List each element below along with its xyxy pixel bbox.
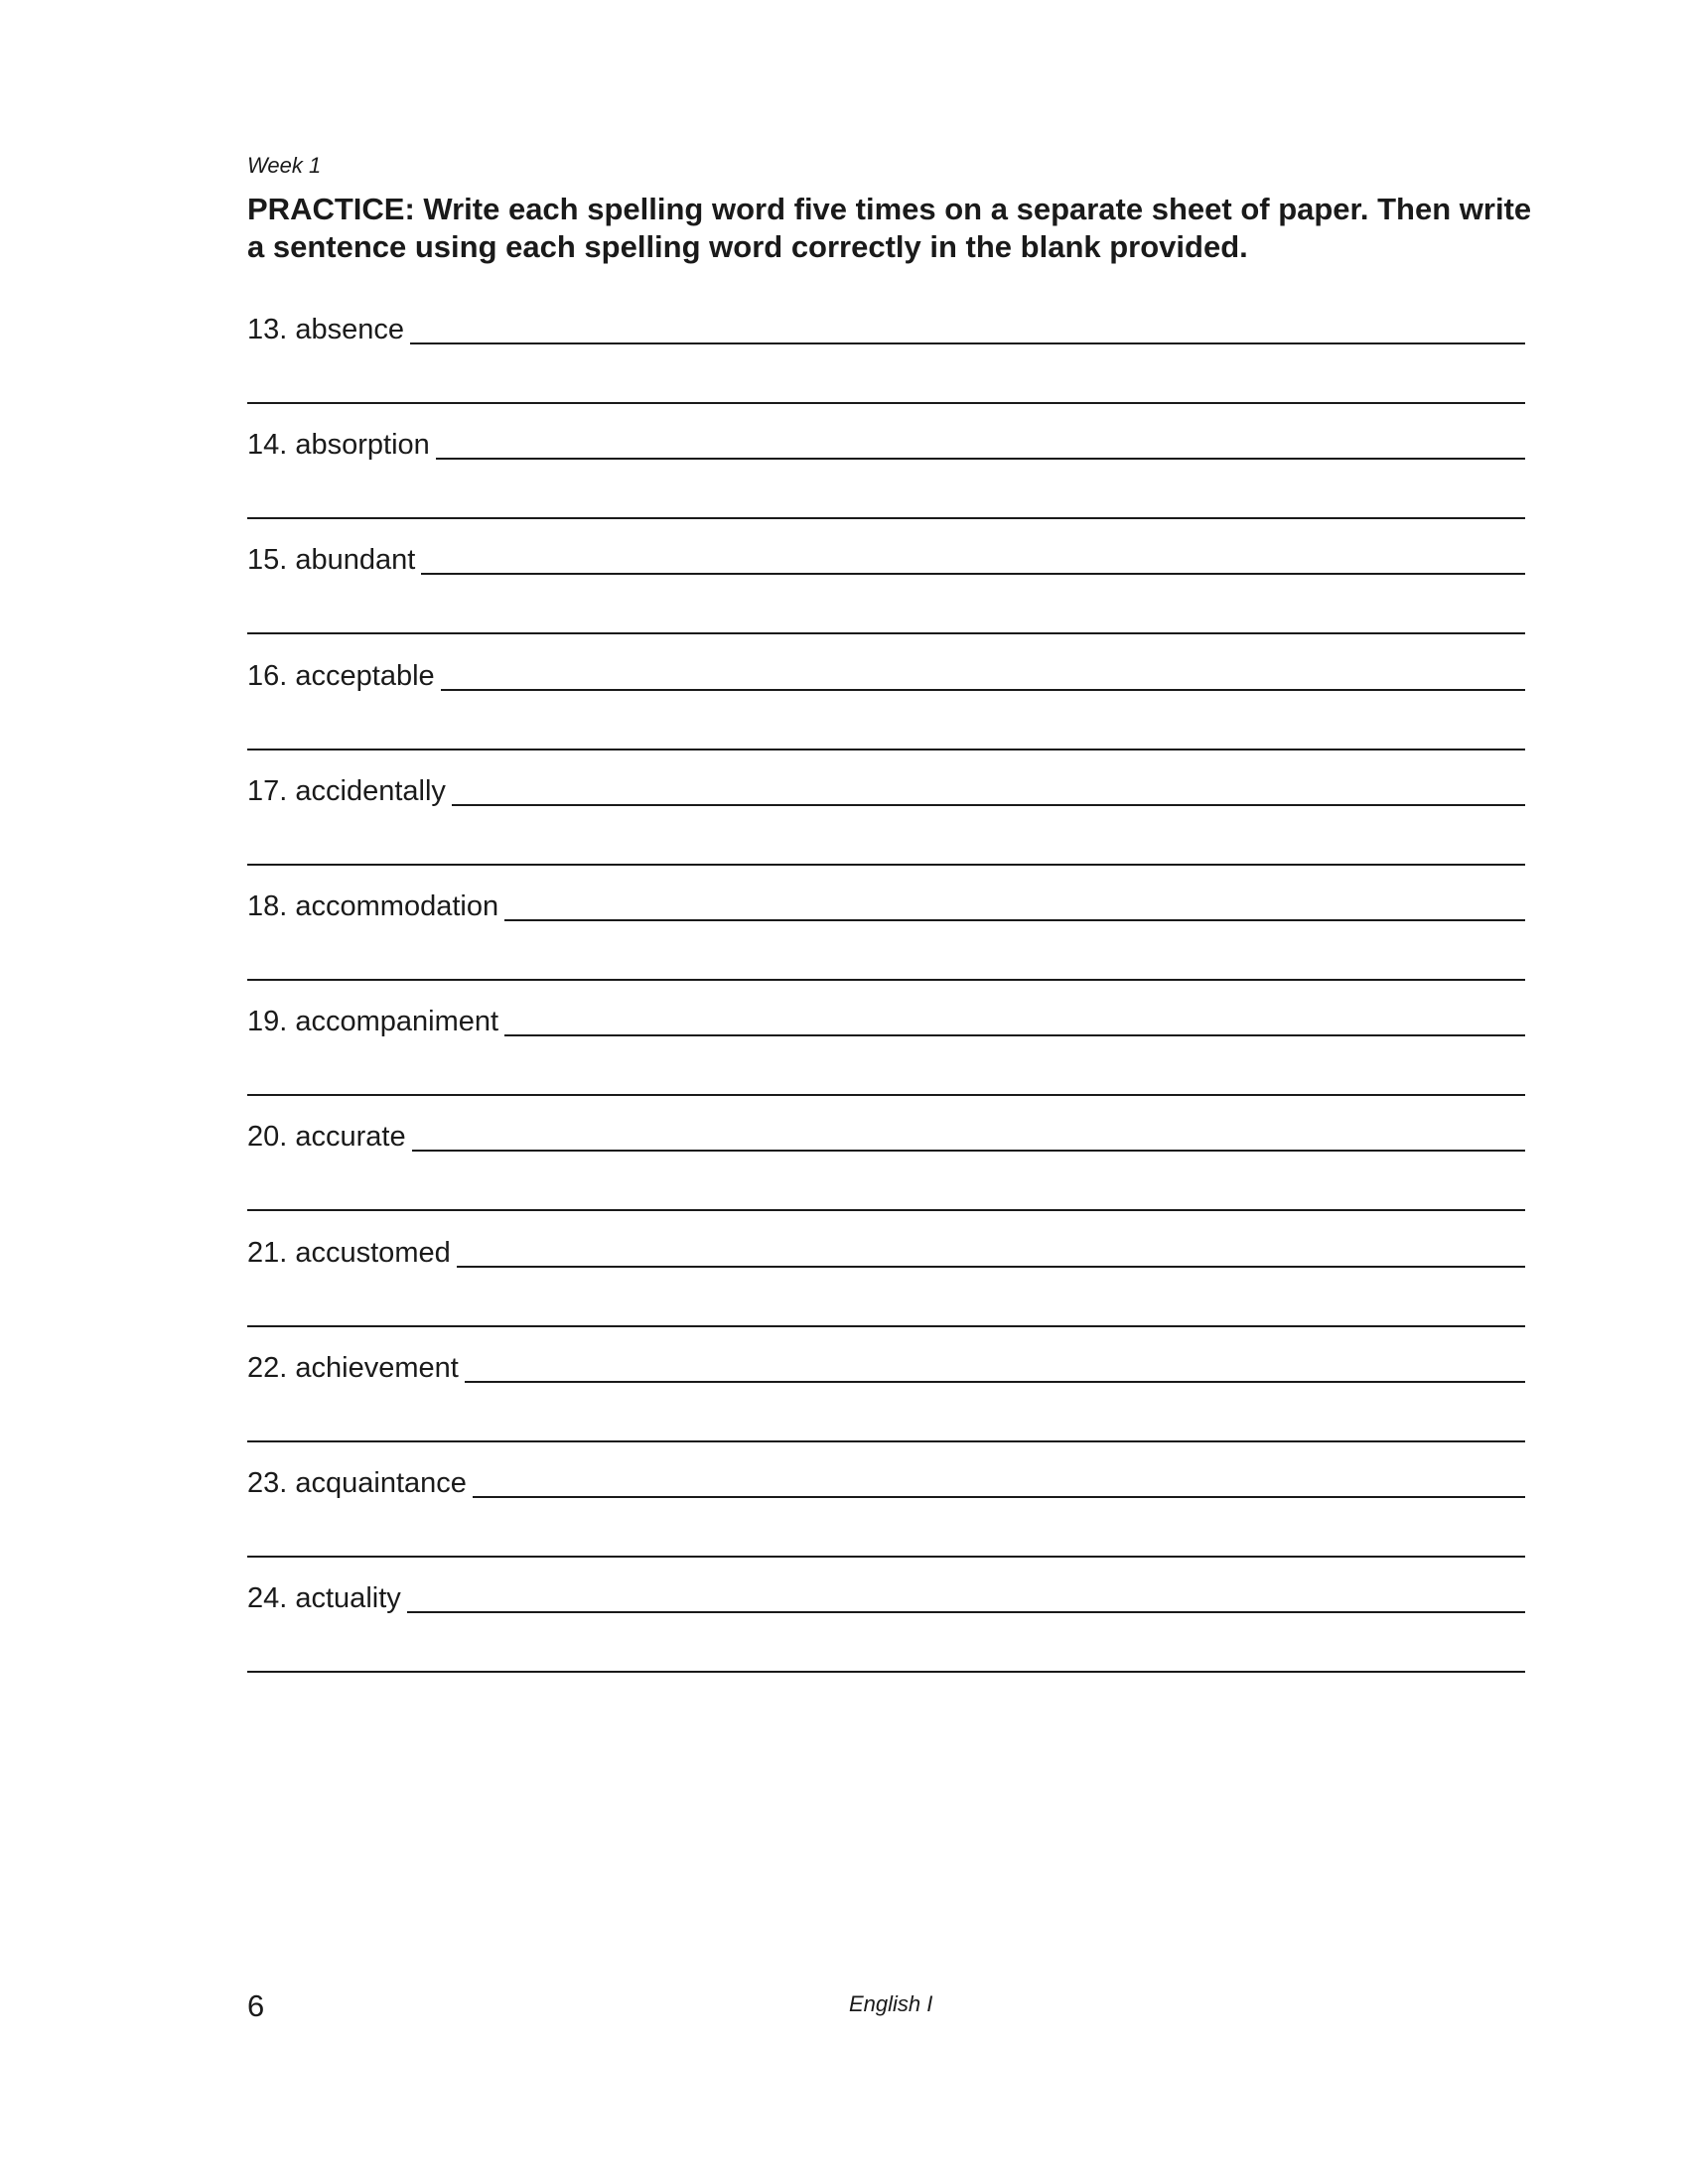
answer-line-continued[interactable]: [247, 1094, 1525, 1096]
list-item: [247, 1343, 1525, 1458]
answer-line-continued[interactable]: [247, 749, 1525, 751]
spelling-word-label: 17. accidentally: [247, 774, 446, 807]
list-item: [247, 997, 1525, 1112]
answer-line-continued[interactable]: [247, 632, 1525, 634]
page-number: 6: [247, 1988, 265, 2023]
answer-line[interactable]: [412, 1150, 1525, 1152]
answer-line[interactable]: [421, 573, 1525, 575]
list-item: [247, 535, 1525, 650]
spelling-word-list: [247, 305, 1525, 1689]
instructions-text: Write each spelling word five times on a separate sheet of paper. Then write a sentence using each spelling word correctly in the blank provided.: [247, 192, 1532, 264]
spelling-word-label: 18. accommodation: [247, 889, 499, 922]
answer-line[interactable]: [407, 1611, 1525, 1613]
list-item: [247, 1458, 1525, 1573]
list-item: [247, 766, 1525, 882]
answer-line-continued[interactable]: [247, 1556, 1525, 1558]
spelling-word-label: 14. absorption: [247, 429, 430, 462]
answer-line[interactable]: [457, 1266, 1525, 1268]
answer-line[interactable]: [441, 689, 1525, 691]
answer-line[interactable]: [452, 804, 1525, 806]
answer-line-continued[interactable]: [247, 1209, 1525, 1211]
spelling-word-label: 20. accurate: [247, 1121, 406, 1154]
answer-line-continued[interactable]: [247, 517, 1525, 519]
answer-line[interactable]: [410, 342, 1525, 344]
answer-line[interactable]: [504, 919, 1525, 921]
answer-line-continued[interactable]: [247, 864, 1525, 866]
answer-line-continued[interactable]: [247, 979, 1525, 981]
instructions: [247, 191, 1538, 266]
list-item: [247, 1112, 1525, 1227]
spelling-word-label: 16. acceptable: [247, 659, 435, 692]
spelling-word-label: 22. achievement: [247, 1351, 459, 1384]
answer-line-continued[interactable]: [247, 1671, 1525, 1673]
spelling-word-label: 15. abundant: [247, 544, 416, 577]
answer-line[interactable]: [504, 1034, 1525, 1036]
spelling-word-label: 24. actuality: [247, 1582, 401, 1615]
list-item: [247, 651, 1525, 766]
list-item: [247, 1573, 1525, 1689]
answer-line-continued[interactable]: [247, 1440, 1525, 1442]
answer-line[interactable]: [436, 458, 1525, 460]
answer-line[interactable]: [473, 1496, 1525, 1498]
answer-line-continued[interactable]: [247, 1325, 1525, 1327]
spelling-word-label: 23. acquaintance: [247, 1466, 467, 1499]
spelling-word-label: 21. accustomed: [247, 1236, 451, 1269]
spelling-word-label: 19. accompaniment: [247, 1006, 499, 1038]
footer-title: English I: [849, 1991, 933, 2016]
list-item: [247, 420, 1525, 535]
instructions-lead: PRACTICE:: [247, 192, 415, 226]
list-item: [247, 882, 1525, 997]
spelling-word-label: 13. absence: [247, 314, 405, 345]
answer-line-continued[interactable]: [247, 402, 1525, 404]
answer-line[interactable]: [465, 1381, 1525, 1383]
week-label: Week 1: [247, 153, 322, 178]
list-item: [247, 305, 1525, 420]
list-item: [247, 1228, 1525, 1343]
